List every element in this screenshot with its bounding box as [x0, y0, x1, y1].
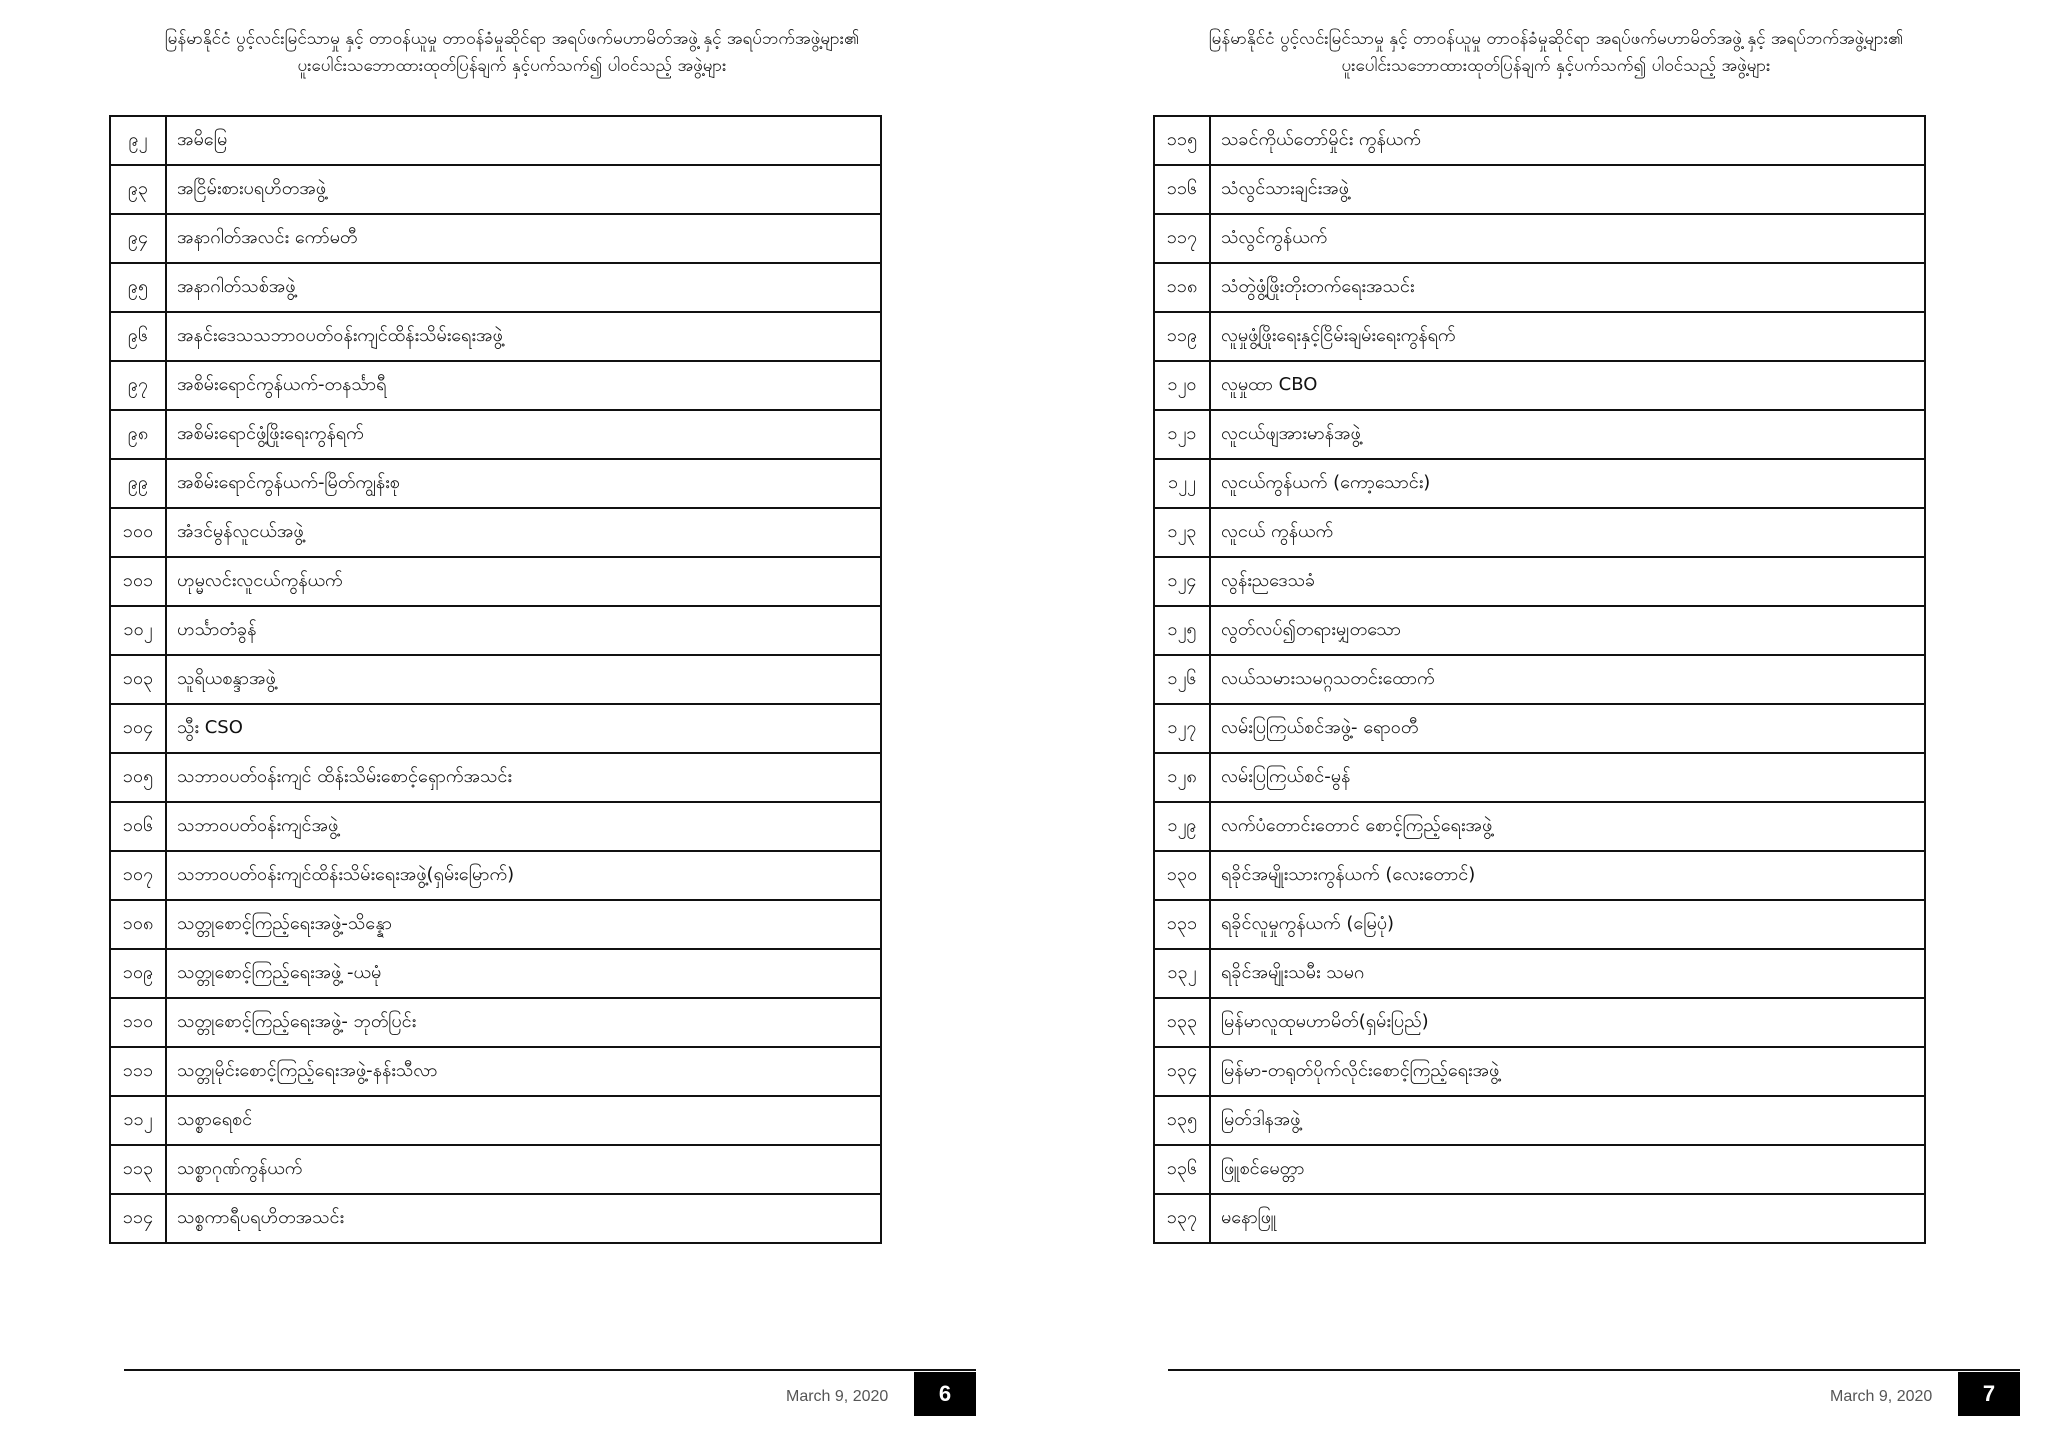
- row-number: ၁၁၇: [1154, 214, 1210, 263]
- row-number: ၉၄: [110, 214, 166, 263]
- table-row: [1154, 704, 1925, 753]
- table-row: [1154, 312, 1925, 361]
- organization-name: သံလွင်ကွန်ယက်: [1210, 214, 1925, 263]
- header-line-1: မြန်မာနိုင်ငံ ပွင့်လင်းမြင်သာမှု နှင့် တာဝန်ယူမှု တာဝန်ခံမှုဆိုင်ရာ အရပ်ဖက်မဟာမိတ်အဖွဲ့ နှင့် အရပ်ဘက်အဖွဲ့များ၏: [164, 29, 860, 49]
- table-row: [1154, 116, 1925, 165]
- row-number: ၁၁၆: [1154, 165, 1210, 214]
- table-row: [110, 900, 881, 949]
- row-number: ၁၁၉: [1154, 312, 1210, 361]
- row-number: ၁၀၈: [110, 900, 166, 949]
- row-number: ၁၃၂: [1154, 949, 1210, 998]
- row-number: ၁၂၁: [1154, 410, 1210, 459]
- organization-name: လူငယ် ကွန်ယက်: [1210, 508, 1925, 557]
- header-line-2: ပူးပေါင်းသဘောထားထုတ်ပြန်ချက် နှင့်ပက်သက်၍ ပါဝင်သည့် အဖွဲ့များ: [1341, 56, 1771, 76]
- row-number: ၉၆: [110, 312, 166, 361]
- organization-name: သခင်ကိုယ်တော်မှိုင်း ကွန်ယက်: [1210, 116, 1925, 165]
- table-row: [110, 655, 881, 704]
- row-number: ၁၀၆: [110, 802, 166, 851]
- table-row: [110, 1194, 881, 1243]
- table-row: [1154, 851, 1925, 900]
- table-row: [110, 704, 881, 753]
- organization-name: မြန်မာ-တရုတ်ပိုက်လိုင်းစောင့်ကြည့်ရေးအဖွဲ့: [1210, 1047, 1925, 1096]
- page-header: [1044, 26, 2048, 80]
- table-row: [1154, 1145, 1925, 1194]
- table-row: [110, 165, 881, 214]
- organization-name: လယ်သမားသမဂ္ဂသတင်းထောက်: [1210, 655, 1925, 704]
- row-number: ၁၂၄: [1154, 557, 1210, 606]
- row-number: ၁၁၃: [110, 1145, 166, 1194]
- organization-name: ရခိုင်အမျိုးသားကွန်ယက် (လေးတောင်): [1210, 851, 1925, 900]
- row-number: ၁၀၂: [110, 606, 166, 655]
- organization-name: အနာဂါတ်သစ်အဖွဲ့: [166, 263, 881, 312]
- row-number: ၁၃၅: [1154, 1096, 1210, 1145]
- row-number: ၉၇: [110, 361, 166, 410]
- row-number: ၉၂: [110, 116, 166, 165]
- row-number: ၁၁၀: [110, 998, 166, 1047]
- row-number: ၁၂၇: [1154, 704, 1210, 753]
- table-row: [1154, 606, 1925, 655]
- row-number: ၁၃၃: [1154, 998, 1210, 1047]
- organization-name: အငြိမ်းစားပရဟိတအဖွဲ့: [166, 165, 881, 214]
- organization-name: မြတ်ဒါနအဖွဲ့: [1210, 1096, 1925, 1145]
- table-row: [1154, 1194, 1925, 1243]
- header-line-1: မြန်မာနိုင်ငံ ပွင့်လင်းမြင်သာမှု နှင့် တာဝန်ယူမှု တာဝန်ခံမှုဆိုင်ရာ အရပ်ဖက်မဟာမိတ်အဖွဲ့ နှင့် အရပ်ဘက်အဖွဲ့များ၏: [1208, 29, 1904, 49]
- organization-name: ရခိုင်လူမှုကွန်ယက် (မြေပုံ): [1210, 900, 1925, 949]
- organization-name: ဖြူစင်မေတ္တာ: [1210, 1145, 1925, 1194]
- organization-name: လူငယ်ကွန်ယက် (ကော့သောင်း): [1210, 459, 1925, 508]
- header-line-2: ပူးပေါင်းသဘောထားထုတ်ပြန်ချက် နှင့်ပက်သက်၍ ပါဝင်သည့် အဖွဲ့များ: [297, 56, 727, 76]
- organization-name: ဟုမ္မလင်းလူငယ်ကွန်ယက်: [166, 557, 881, 606]
- table-row: [110, 508, 881, 557]
- row-number: ၁၀၅: [110, 753, 166, 802]
- table-row: [1154, 655, 1925, 704]
- organization-name: သံလွင်သားချင်းအဖွဲ့: [1210, 165, 1925, 214]
- table-row: [110, 1145, 881, 1194]
- organization-name: သူရိယစန္ဒာအဖွဲ့: [166, 655, 881, 704]
- organization-name: မြန်မာလူထုမဟာမိတ်(ရှမ်းပြည်): [1210, 998, 1925, 1047]
- organization-name: သစ္စာရေစင်: [166, 1096, 881, 1145]
- table-row: [1154, 753, 1925, 802]
- table-row: [110, 410, 881, 459]
- table-row: [1154, 1047, 1925, 1096]
- table-row: [110, 753, 881, 802]
- organization-name: အစိမ်းရောင်ကွန်ယက်-တနင်္သာရီ: [166, 361, 881, 410]
- row-number: ၁၂၀: [1154, 361, 1210, 410]
- organization-name: လွတ်လပ်၍တရားမျှတသော: [1210, 606, 1925, 655]
- row-number: ၁၃၀: [1154, 851, 1210, 900]
- table-row: [1154, 410, 1925, 459]
- table-row: [110, 459, 881, 508]
- row-number: ၁၀၃: [110, 655, 166, 704]
- table-row: [1154, 165, 1925, 214]
- organization-name: လမ်းပြကြယ်စင်အဖွဲ့- ရောဝတီ: [1210, 704, 1925, 753]
- organization-name: ရခိုင်အမျိုးသမီး သမဂ: [1210, 949, 1925, 998]
- row-number: ၁၃၄: [1154, 1047, 1210, 1096]
- row-number: ၁၂၃: [1154, 508, 1210, 557]
- organization-name: အနာဂါတ်အလင်း ကော်မတီ: [166, 214, 881, 263]
- table-row: [110, 312, 881, 361]
- row-number: ၁၀၇: [110, 851, 166, 900]
- footer-date: March 9, 2020: [1830, 1388, 1933, 1405]
- organization-name: သစ္စာဂုဏ်ကွန်ယက်: [166, 1145, 881, 1194]
- organization-name: သတ္တုမိုင်းစောင့်ကြည့်ရေးအဖွဲ့-နန်းသီလာ: [166, 1047, 881, 1096]
- page-header: [0, 26, 1024, 80]
- table-row: [1154, 508, 1925, 557]
- row-number: ၁၀၁: [110, 557, 166, 606]
- row-number: ၁၁၅: [1154, 116, 1210, 165]
- row-number: ၉၈: [110, 410, 166, 459]
- row-number: ၁၁၄: [110, 1194, 166, 1243]
- row-number: ၁၁၂: [110, 1096, 166, 1145]
- table-row: [110, 949, 881, 998]
- organizations-table: [1153, 115, 1926, 1244]
- row-number: ၉၅: [110, 263, 166, 312]
- organization-name: လမ်းပြကြယ်စင်-မွန်: [1210, 753, 1925, 802]
- table-row: [110, 116, 881, 165]
- organization-name: အံဒင်မွန်လူငယ်အဖွဲ့: [166, 508, 881, 557]
- organization-name: သဘာဝပတ်ဝန်းကျင် ထိန်းသိမ်းစောင့်ရှောက်အသင်း: [166, 753, 881, 802]
- table-row: [1154, 361, 1925, 410]
- table-row: [1154, 949, 1925, 998]
- organization-name: ဟင်္သာတံခွန်: [166, 606, 881, 655]
- footer-date: March 9, 2020: [786, 1388, 889, 1405]
- table-row: [1154, 263, 1925, 312]
- table-row: [1154, 214, 1925, 263]
- table-row: [1154, 802, 1925, 851]
- organization-name: သဘာဝပတ်ဝန်းကျင်အဖွဲ့: [166, 802, 881, 851]
- table-row: [1154, 459, 1925, 508]
- table-row: [110, 998, 881, 1047]
- row-number: ၁၀၄: [110, 704, 166, 753]
- organization-name: လူငယ်ဖျအားမာန်အဖွဲ့: [1210, 410, 1925, 459]
- row-number: ၁၀၉: [110, 949, 166, 998]
- table-row: [110, 802, 881, 851]
- organization-name: သတ္တုစောင့်ကြည့်ရေးအဖွဲ့- ဘုတ်ပြင်း: [166, 998, 881, 1047]
- organization-name: အနင်းဒေသသဘာဝပတ်ဝန်းကျင်ထိန်းသိမ်းရေးအဖွဲ့: [166, 312, 881, 361]
- organization-name: မနောဖြူ: [1210, 1194, 1925, 1243]
- row-number: ၁၂၉: [1154, 802, 1210, 851]
- table-row: [110, 263, 881, 312]
- row-number: ၉၃: [110, 165, 166, 214]
- organization-name: သတ္တုစောင့်ကြည့်ရေးအဖွဲ့-သိန္နော: [166, 900, 881, 949]
- row-number: ၁၃၇: [1154, 1194, 1210, 1243]
- table-row: [110, 361, 881, 410]
- organization-name: သတ္တုစောင့်ကြည့်ရေးအဖွဲ့ -ယမုံ: [166, 949, 881, 998]
- organization-name: လူမှုထာ CBO: [1210, 361, 1925, 410]
- page-number: 6: [914, 1372, 976, 1416]
- row-number: ၁၁၁: [110, 1047, 166, 1096]
- organization-name: အမိမြေ: [166, 116, 881, 165]
- organization-name: သံတွဲဖွံ့ဖြိုးတိုးတက်ရေးအသင်း: [1210, 263, 1925, 312]
- row-number: ၁၃၆: [1154, 1145, 1210, 1194]
- row-number: ၁၂၂: [1154, 459, 1210, 508]
- organization-name: လူမှုဖွံ့ဖြိုးရေးနှင့်ငြိမ်းချမ်းရေးကွန်ရက်: [1210, 312, 1925, 361]
- footer-rule: [124, 1369, 976, 1371]
- page-number: 7: [1958, 1372, 2020, 1416]
- row-number: ၁၁၈: [1154, 263, 1210, 312]
- row-number: ၁၂၈: [1154, 753, 1210, 802]
- organization-name: အစိမ်းရောင်ကွန်ယက်-မြိတ်ကျွန်းစု: [166, 459, 881, 508]
- table-row: [110, 1096, 881, 1145]
- organization-name: လက်ပံတောင်းတောင် စောင့်ကြည့်ရေးအဖွဲ့: [1210, 802, 1925, 851]
- row-number: ၁၂၆: [1154, 655, 1210, 704]
- table-row: [1154, 998, 1925, 1047]
- row-number: ၁၂၅: [1154, 606, 1210, 655]
- table-row: [1154, 557, 1925, 606]
- organization-name: သွီး CSO: [166, 704, 881, 753]
- organization-name: သစ္စကာရီပရဟိတအသင်း: [166, 1194, 881, 1243]
- table-row: [1154, 900, 1925, 949]
- page-7: [1044, 0, 2048, 1444]
- row-number: ၁၀၀: [110, 508, 166, 557]
- organization-name: သဘာဝပတ်ဝန်းကျင်ထိန်းသိမ်းရေးအဖွဲ့(ရှမ်းမြောက်): [166, 851, 881, 900]
- table-row: [1154, 1096, 1925, 1145]
- table-row: [110, 557, 881, 606]
- table-row: [110, 606, 881, 655]
- table-row: [110, 214, 881, 263]
- footer-rule: [1168, 1369, 2020, 1371]
- row-number: ၁၃၁: [1154, 900, 1210, 949]
- organizations-table: [109, 115, 882, 1244]
- table-row: [110, 1047, 881, 1096]
- organization-name: အစိမ်းရောင်ဖွံ့ဖြိုးရေးကွန်ရက်: [166, 410, 881, 459]
- row-number: ၉၉: [110, 459, 166, 508]
- table-row: [110, 851, 881, 900]
- organization-name: လွန်းညဒေသခံ: [1210, 557, 1925, 606]
